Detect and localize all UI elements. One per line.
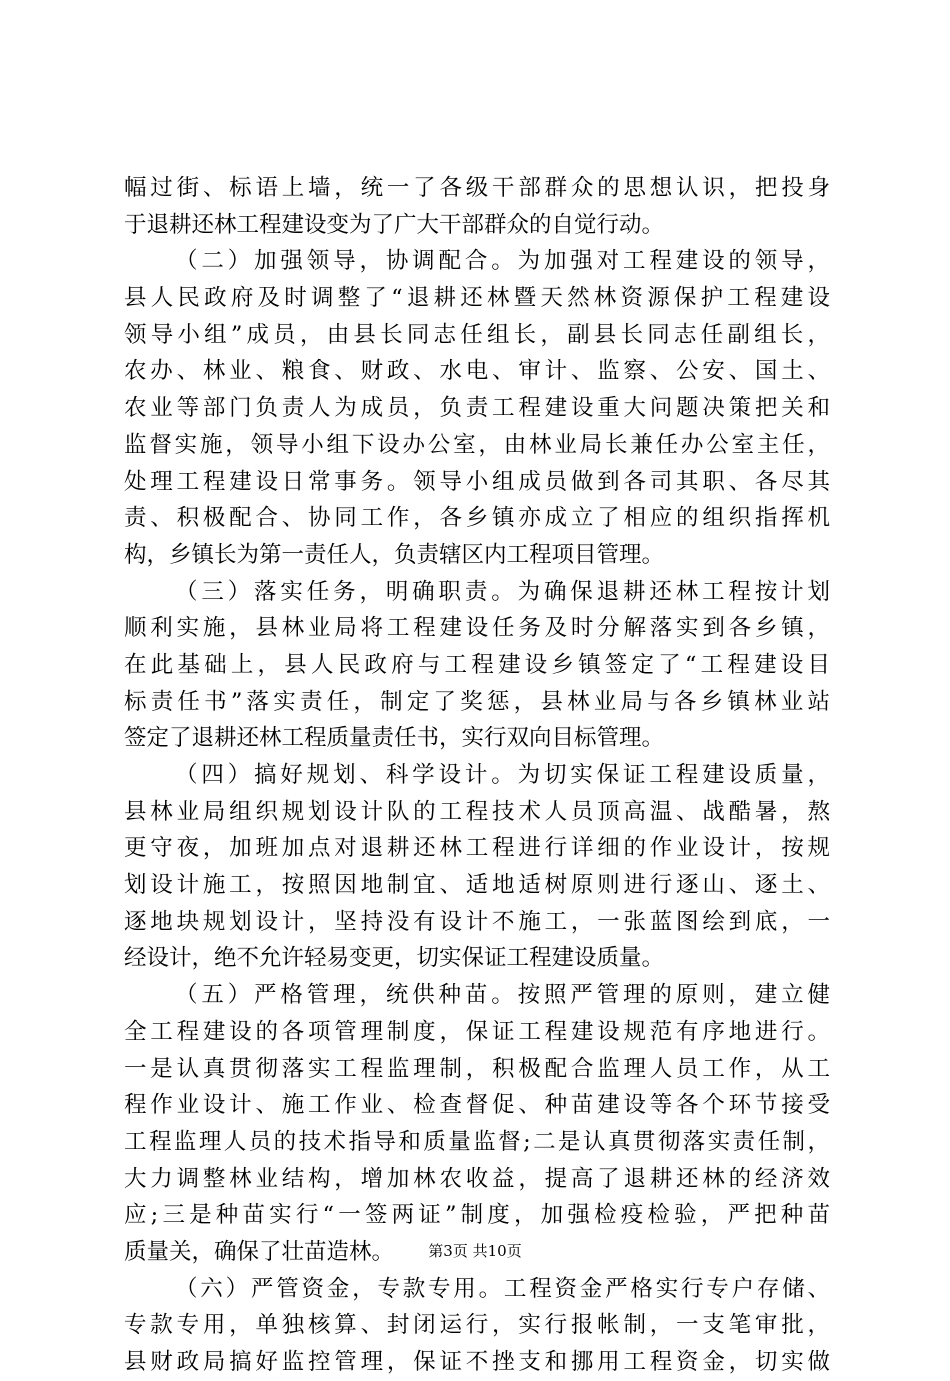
paragraph-heading-line: （六）严管资金，专款专用。工程资金严格实行专户存储、 (175, 1275, 830, 1302)
paragraph-heading-line: （四）搞好规划、科学设计。为切实保证工程建设质量， (175, 762, 830, 788)
text-line: 于退耕还林工程建设变为了广大干部群众的自觉行动。 (124, 211, 665, 238)
document-body (124, 170, 830, 1381)
text-line: 划设计施工，按照因地制宜、适地适树原则进行逐山、逐土、 (124, 872, 830, 899)
text-line: 大力调整林业结构，增加林农收益，提高了退耕还林的经济效 (124, 1165, 830, 1192)
text-line: 标责任书”落实责任，制定了奖惩，县林业局与各乡镇林业站 (124, 688, 830, 715)
text-line: 程作业设计、施工作业、检查督促、种苗建设等各个环节接受 (124, 1092, 830, 1119)
text-line: 责、积极配合、协同工作，各乡镇亦成立了相应的组织指挥机 (124, 505, 830, 532)
text-line: 县财政局搞好监控管理，保证不挫支和挪用工程资金，切实做 (124, 1349, 830, 1375)
text-line: 幅过街、标语上墙，统一了各级干部群众的思想认识，把投身 (124, 175, 830, 201)
text-line: 经设计，绝不允许轻易变更，切实保证工程建设质量。 (124, 945, 665, 972)
text-line: 全工程建设的各项管理制度，保证工程建设规范有序地进行。 (124, 1018, 830, 1045)
text-line: 一是认真贯彻落实工程监理制，积极配合监理人员工作，从工 (124, 1055, 830, 1082)
text-line: 应;三是种苗实行“一签两证”制度，加强检疫检验，严把种苗 (124, 1202, 830, 1229)
text-line: 逐地块规划设计，坚持没有设计不施工，一张蓝图绘到底，一 (124, 908, 830, 935)
paragraph-heading-line: （二）加强领导，协调配合。为加强对工程建设的领导， (175, 248, 830, 275)
text-line: 工程监理人员的技术指导和质量监督;二是认真贯彻落实责任制， (124, 1128, 830, 1155)
text-line: 县人民政府及时调整了“退耕还林暨天然林资源保护工程建设 (124, 285, 830, 312)
paragraph-heading-line: （五）严格管理，统供种苗。按照严管理的原则，建立健 (175, 982, 830, 1009)
text-line: 在此基础上，县人民政府与工程建设乡镇签定了“工程建设目 (124, 651, 830, 678)
text-line: 农业等部门负责人为成员，负责工程建设重大问题决策把关和 (124, 395, 830, 422)
text-line: 质量关，确保了壮苗造林。 (124, 1238, 395, 1265)
text-line: 县林业局组织规划设计队的工程技术人员顶高温、战酷暑，熬 (124, 798, 830, 825)
paragraph-heading-line: （三）落实任务，明确职责。为确保退耕还林工程按计划 (175, 578, 830, 605)
text-line: 更守夜，加班加点对退耕还林工程进行详细的作业设计，按规 (124, 835, 830, 862)
text-line: 顺利实施，县林业局将工程建设任务及时分解落实到各乡镇， (124, 615, 830, 642)
text-line: 专款专用，单独核算、封闭运行，实行报帐制，一支笔审批， (124, 1312, 830, 1339)
text-line: 处理工程建设日常事务。领导小组成员做到各司其职、各尽其 (124, 468, 830, 495)
text-line: 监督实施，领导小组下设办公室，由林业局长兼任办公室主任， (124, 431, 830, 458)
text-line: 农办、林业、粮食、财政、水电、审计、监察、公安、国土、 (124, 358, 830, 385)
page-number-footer: 第3页 共10页 (428, 1242, 522, 1260)
text-line: 领导小组”成员，由县长同志任组长，副县长同志任副组长， (124, 321, 830, 348)
text-line: 构，乡镇长为第一责任人，负责辖区内工程项目管理。 (124, 541, 665, 568)
text-line: 签定了退耕还林工程质量责任书，实行双向目标管理。 (124, 725, 665, 752)
